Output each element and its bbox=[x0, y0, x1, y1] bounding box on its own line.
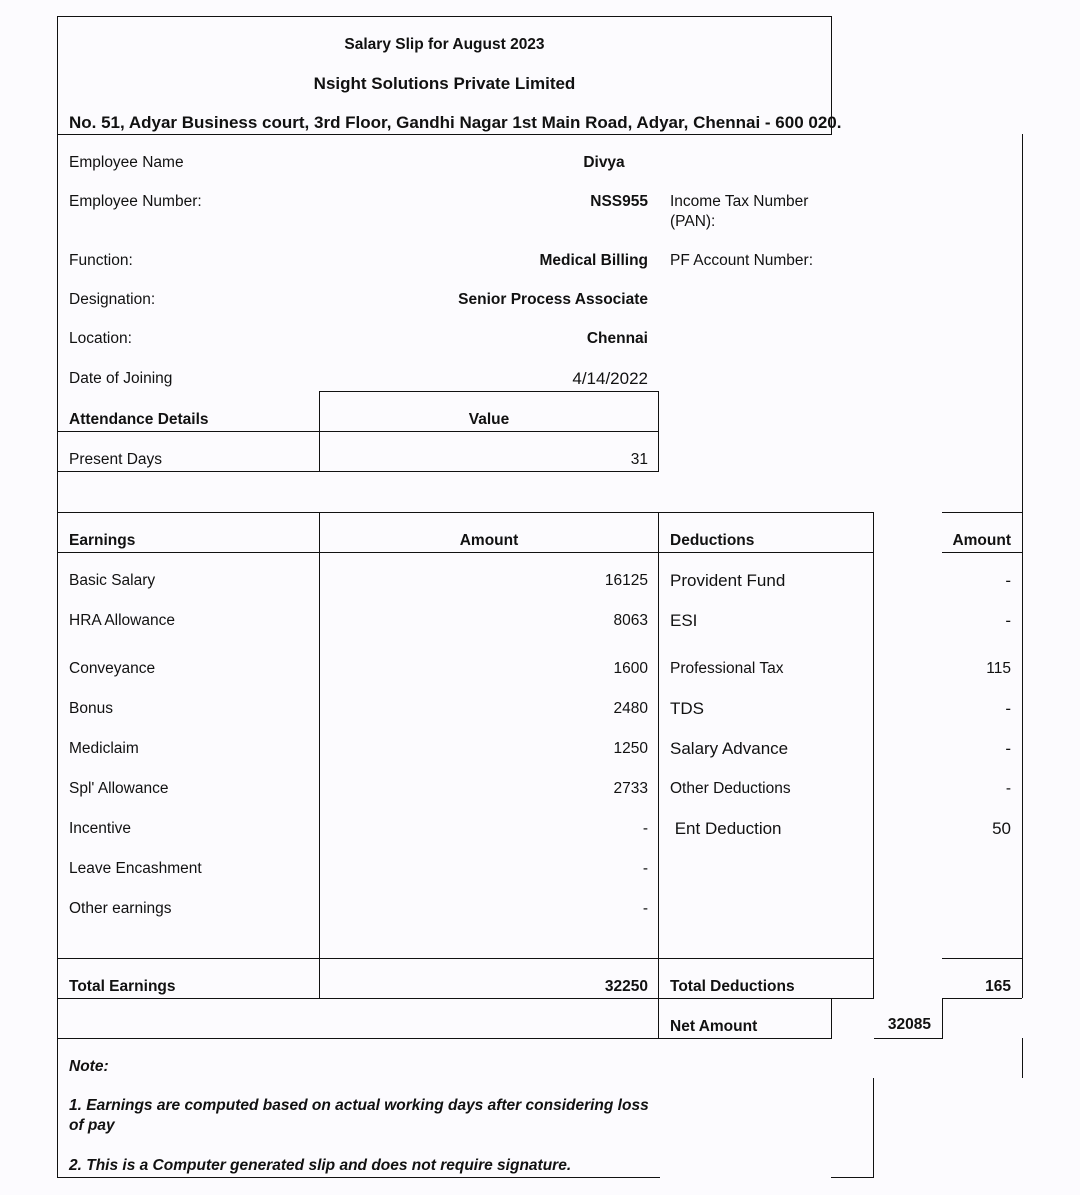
divider bbox=[831, 1177, 874, 1178]
earning-value: - bbox=[642, 860, 648, 877]
deductions-header: Deductions bbox=[670, 532, 755, 549]
deduction-value: - bbox=[1005, 571, 1011, 590]
earning-label: Leave Encashment bbox=[69, 860, 202, 877]
divider bbox=[57, 552, 874, 553]
divider bbox=[57, 16, 832, 17]
divider bbox=[873, 512, 874, 998]
divider bbox=[1022, 1038, 1023, 1078]
earning-value: 2480 bbox=[613, 700, 648, 717]
slip-title: Salary Slip for August 2023 bbox=[344, 36, 545, 53]
divider bbox=[942, 552, 1022, 553]
divider bbox=[831, 998, 832, 1038]
employee-number-label: Employee Number: bbox=[69, 193, 202, 210]
present-days-value: 31 bbox=[630, 451, 648, 468]
total-earnings-label: Total Earnings bbox=[69, 978, 176, 995]
divider bbox=[942, 958, 1022, 959]
function-label: Function: bbox=[69, 252, 133, 269]
deduction-label: Provident Fund bbox=[670, 571, 786, 590]
attendance-value-header: Value bbox=[468, 411, 510, 428]
divider bbox=[942, 998, 943, 1038]
employee-name: Divya bbox=[583, 154, 625, 171]
pan-label: Income Tax Number (PAN): bbox=[670, 193, 809, 230]
designation-value: Senior Process Associate bbox=[458, 291, 648, 308]
total-earnings-value: 32250 bbox=[604, 978, 648, 995]
earning-label: HRA Allowance bbox=[69, 612, 175, 629]
deduction-label: Ent Deduction bbox=[670, 819, 782, 838]
deduction-label: Other Deductions bbox=[670, 780, 791, 797]
deduction-value: 115 bbox=[986, 660, 1011, 677]
attendance-header: Attendance Details bbox=[69, 411, 209, 428]
earnings-header: Earnings bbox=[69, 532, 136, 549]
deduction-label: Professional Tax bbox=[670, 660, 784, 677]
employee-name-label: Employee Name bbox=[69, 154, 184, 171]
location-label: Location: bbox=[69, 330, 132, 347]
doj-value: 4/14/2022 bbox=[572, 369, 648, 388]
divider bbox=[319, 391, 320, 471]
earning-value: 16125 bbox=[604, 572, 648, 589]
earning-label: Conveyance bbox=[69, 660, 156, 677]
pf-label: PF Account Number: bbox=[670, 252, 814, 269]
company-name: Nsight Solutions Private Limited bbox=[313, 74, 576, 93]
divider bbox=[1022, 134, 1023, 998]
divider bbox=[658, 391, 659, 471]
earning-label: Bonus bbox=[69, 700, 113, 717]
divider bbox=[942, 998, 1022, 999]
company-address: No. 51, Adyar Business court, 3rd Floor, Gandhi Nagar 1st Main Road, Adyar, Chennai - 600 020. bbox=[69, 113, 842, 132]
divider bbox=[57, 958, 874, 959]
net-amount-value: 32085 bbox=[887, 1016, 931, 1033]
divider bbox=[873, 1078, 874, 1178]
divider bbox=[57, 134, 832, 135]
deductions-amount-header: Amount bbox=[952, 532, 1011, 549]
note-title: Note: bbox=[69, 1058, 109, 1075]
employee-number: NSS955 bbox=[590, 193, 648, 210]
divider bbox=[319, 512, 320, 998]
earning-value: 1250 bbox=[613, 740, 648, 757]
earning-value: - bbox=[642, 820, 648, 837]
net-amount-label: Net Amount bbox=[670, 1018, 758, 1035]
earning-value: 8063 bbox=[613, 612, 648, 629]
location-value: Chennai bbox=[586, 330, 648, 347]
divider bbox=[942, 512, 1022, 513]
designation-label: Designation: bbox=[69, 291, 156, 308]
note-item: 1. Earnings are computed based on actual working days after considering loss of pay bbox=[69, 1097, 649, 1134]
note-item: 2. This is a Computer generated slip and does not require signature. bbox=[69, 1157, 572, 1174]
deduction-value: - bbox=[1005, 739, 1011, 758]
total-deductions-label: Total Deductions bbox=[670, 978, 795, 995]
divider bbox=[57, 431, 659, 432]
earning-label: Spl' Allowance bbox=[69, 780, 169, 797]
deduction-value: - bbox=[1005, 699, 1011, 718]
present-days-label: Present Days bbox=[69, 451, 163, 468]
divider bbox=[57, 1177, 660, 1178]
divider bbox=[874, 1038, 943, 1039]
divider bbox=[57, 471, 659, 472]
deduction-label: TDS bbox=[670, 699, 704, 718]
deduction-value: 50 bbox=[992, 819, 1011, 838]
deduction-value: - bbox=[1005, 611, 1011, 630]
earning-label: Mediclaim bbox=[69, 740, 139, 757]
earning-value: - bbox=[642, 900, 648, 917]
divider bbox=[319, 391, 659, 392]
function-value: Medical Billing bbox=[539, 252, 648, 269]
divider bbox=[57, 998, 874, 999]
earning-value: 1600 bbox=[613, 660, 648, 677]
divider bbox=[57, 16, 58, 1178]
earning-label: Basic Salary bbox=[69, 572, 156, 589]
doj-label: Date of Joining bbox=[69, 370, 173, 387]
earning-label: Incentive bbox=[69, 820, 132, 837]
deduction-label: ESI bbox=[670, 611, 698, 630]
total-deductions-value: 165 bbox=[985, 978, 1011, 995]
deduction-value: - bbox=[1005, 780, 1011, 797]
earning-label: Other earnings bbox=[69, 900, 172, 917]
deduction-label: Salary Advance bbox=[670, 739, 789, 758]
earning-value: 2733 bbox=[613, 780, 648, 797]
earnings-amount-header: Amount bbox=[459, 532, 519, 549]
divider bbox=[658, 512, 659, 1038]
divider bbox=[57, 1038, 832, 1039]
divider bbox=[57, 512, 874, 513]
